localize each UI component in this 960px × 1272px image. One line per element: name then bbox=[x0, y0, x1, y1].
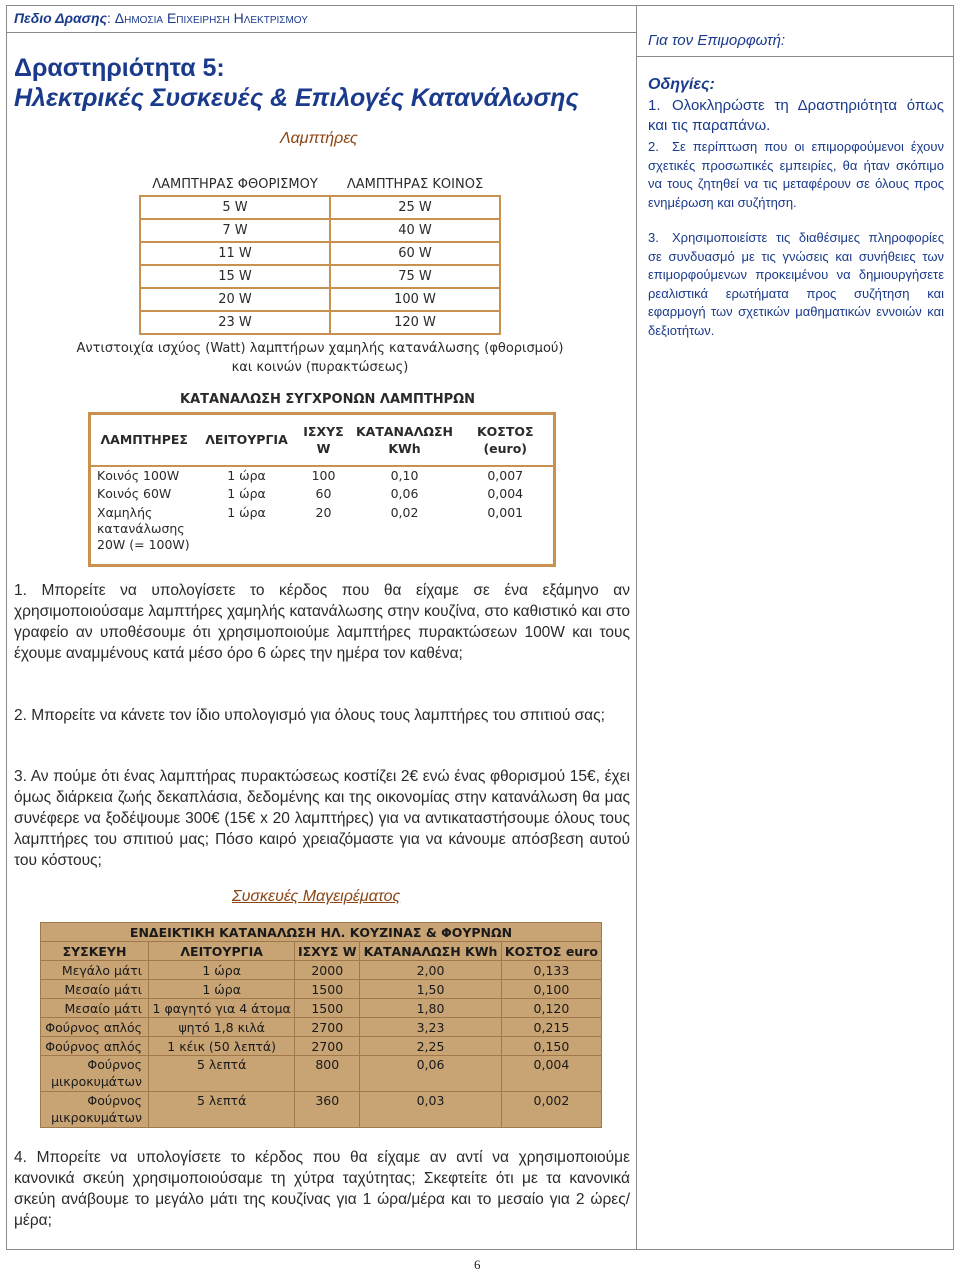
table-cell: 0,120 bbox=[501, 999, 601, 1018]
table-cell: 7 W bbox=[140, 219, 330, 242]
table-header-row bbox=[41, 942, 602, 961]
table-cell: 0,100 bbox=[501, 980, 601, 999]
question-1: 1. Μπορείτε να υπολογίσετε το κέρδος που θα είχαμε σε ένα εξάμηνο αν χρησιμοποιούσαμε λαμπτήρες χαμηλής κατανάλωσης στην κουζίνα, στο καθιστικό και στο γραφείο αν υποθέσουμε ότι χρησιμοποιούμε λαμπτήρες πυρακτώσεων 100W και τους έχουμε αναμμένους κατά μέσο όρο 6 ώρες την ημέρα τον καθένα; bbox=[14, 582, 630, 662]
column-header: ΛΕΙΤΟΥΡΓΙΑ bbox=[198, 414, 296, 466]
table-cell: 100 bbox=[311, 467, 336, 483]
cell-line: 20W (= 100W) bbox=[97, 536, 190, 552]
table-cell: Κοινός 60W bbox=[97, 485, 172, 501]
table-row bbox=[41, 980, 602, 999]
lamp-equivalence-table bbox=[139, 173, 501, 335]
table-cell: Κοινός 100W bbox=[97, 467, 180, 483]
table-cell: 0,007 bbox=[487, 467, 524, 483]
caption-line: Αντιστοιχία ισχύος (Watt) λαμπτήρων χαμηλής κατανάλωσης (φθορισμού) bbox=[76, 341, 564, 356]
table-title: ΕΝΔΕΙΚΤΙΚΗ ΚΑΤΑΝΑΛΩΣΗ ΗΛ. ΚΟΥΖΙΝΑΣ & ΦΟΥΡΝΩΝ bbox=[41, 923, 602, 942]
column-header: ΙΣΧΥΣ W bbox=[295, 942, 360, 961]
field-label: Πεδιο Δρασης bbox=[14, 10, 107, 26]
table-cell: 5 W bbox=[140, 196, 330, 219]
kitchen-heading: Συσκευές Μαγειρέματος bbox=[232, 888, 401, 905]
table-cell: 2700 bbox=[295, 1018, 360, 1037]
table-cell: Μεγάλο μάτι bbox=[41, 961, 149, 980]
table-cell: 0,001 bbox=[487, 504, 524, 520]
table-row bbox=[41, 1018, 602, 1037]
table-cell: 3,23 bbox=[360, 1018, 502, 1037]
question-2: 2. Μπορείτε να κάνετε τον ίδιο υπολογισμό για όλους τους λαμπτήρες του σπιτιού σας; bbox=[14, 707, 605, 724]
activity-title: Δραστηριότητα 5: bbox=[14, 54, 225, 82]
table-row bbox=[90, 466, 555, 485]
column-header: ΛΑΜΠΤΗΡΑΣ ΦΘΟΡΙΣΜΟΥ bbox=[152, 176, 318, 192]
table-cell: 60 bbox=[315, 485, 332, 501]
header-divider bbox=[6, 32, 637, 33]
column-header: ΛΑΜΠΤΗΡΕΣ bbox=[90, 414, 198, 466]
table-row bbox=[90, 485, 555, 504]
instruction-item bbox=[648, 138, 944, 212]
column-header bbox=[458, 414, 555, 466]
table-cell: 0,004 bbox=[501, 1056, 601, 1092]
instructions-label: Οδηγίες: bbox=[648, 76, 715, 93]
instruction-item bbox=[648, 229, 944, 340]
column-header: ΛΕΙΤΟΥΡΓΙΑ bbox=[149, 942, 295, 961]
column-divider bbox=[636, 5, 637, 1250]
header-line: KWh bbox=[388, 440, 421, 456]
table-cell: 1,50 bbox=[360, 980, 502, 999]
table-cell: 2,25 bbox=[360, 1037, 502, 1056]
table-row bbox=[140, 196, 500, 219]
table-cell: 5 λεπτά bbox=[149, 1056, 295, 1092]
table-cell: 1 ώρα bbox=[149, 980, 295, 999]
table-cell: 20 bbox=[315, 504, 332, 520]
item-number: 1. bbox=[648, 97, 661, 114]
table-cell: 0,10 bbox=[390, 467, 419, 483]
page-number: 6 bbox=[474, 1257, 481, 1272]
table-cell: 20 W bbox=[140, 288, 330, 311]
table-cell: 0,002 bbox=[501, 1092, 601, 1128]
cell-line: μικροκυμάτων bbox=[51, 1110, 142, 1125]
header-line: W bbox=[316, 440, 331, 456]
header-line: ΙΣΧΥΣ bbox=[303, 423, 344, 439]
table-title-row bbox=[41, 923, 602, 942]
table-row bbox=[41, 999, 602, 1018]
column-header: ΚΑΤΑΝΑΛΩΣΗ KWh bbox=[360, 942, 502, 961]
table-cell: 0,03 bbox=[360, 1092, 502, 1128]
table-cell: ψητό 1,8 κιλά bbox=[149, 1018, 295, 1037]
trainer-heading: Για τον Επιμορφωτή: bbox=[648, 32, 786, 49]
column-header: ΛΑΜΠΤΗΡΑΣ ΚΟΙΝΟΣ bbox=[346, 176, 484, 192]
question-4: 4. Μπορείτε να υπολογίσετε το κέρδος που θα είχαμε αν αντί να χρησιμοποιούμε κανονικά σκεύη χρησιμοποιούσαμε τη χύτρα ταχύτητας; Σκεφτείτε ότι με τα κανονικά σκεύη ανάβουμε το μεγάλο μάτι της κουζίνας για 1 ώρα/μέρα και το μεσαίο για 2 ώρες/μέρα; bbox=[14, 1149, 630, 1229]
table-row bbox=[140, 288, 500, 311]
cell-line: κατανάλωσης bbox=[97, 520, 185, 536]
header-colon: : bbox=[106, 10, 115, 26]
table-cell: 2000 bbox=[295, 961, 360, 980]
column-header: ΣΥΣΚΕΥΗ bbox=[41, 942, 149, 961]
activity-subtitle: Ηλεκτρικές Συσκευές & Επιλογές Κατανάλωσης bbox=[14, 84, 579, 112]
table-cell: 1,80 bbox=[360, 999, 502, 1018]
kitchen-consumption-table bbox=[40, 922, 602, 1128]
column-header bbox=[296, 414, 352, 466]
table-cell: 0,06 bbox=[390, 485, 419, 501]
table-cell: 0,133 bbox=[501, 961, 601, 980]
lamps-heading: Λαμπτήρες bbox=[280, 130, 358, 147]
table-cell: 1 φαγητό για 4 άτομα bbox=[149, 999, 295, 1018]
item-text: Σε περίπτωση που οι επιμορφούμενοι έχουν σχετικές προσωπικές εμπειρίες, θα ήταν σκόπιμο να τους ζητηθεί να τις μεταφέρουν σε όλους προς ενημέρωση και συζήτηση. bbox=[648, 139, 944, 210]
trainer-divider bbox=[637, 56, 954, 57]
table-cell: 100 W bbox=[330, 288, 500, 311]
table-cell: 0,02 bbox=[390, 504, 419, 520]
page-header bbox=[14, 10, 308, 26]
table-cell: 0,215 bbox=[501, 1018, 601, 1037]
table-cell: Φούρνος απλός bbox=[41, 1037, 149, 1056]
table-cell: Μεσαίο μάτι bbox=[41, 999, 149, 1018]
cell-line: Φούρνος bbox=[87, 1093, 142, 1108]
table-cell: Φούρνος απλός bbox=[41, 1018, 149, 1037]
table-cell: 60 W bbox=[330, 242, 500, 265]
table-cell: 1 ώρα bbox=[227, 467, 266, 483]
table-row bbox=[41, 1037, 602, 1056]
item-number: 3. bbox=[648, 230, 659, 245]
table-row bbox=[41, 961, 602, 980]
modern-lamps-table bbox=[88, 412, 556, 567]
table-cell: 1500 bbox=[295, 999, 360, 1018]
table-cell bbox=[41, 1092, 149, 1128]
table-cell: 1500 bbox=[295, 980, 360, 999]
table-cell: 2,00 bbox=[360, 961, 502, 980]
table-cell: 15 W bbox=[140, 265, 330, 288]
column-header bbox=[352, 414, 458, 466]
table-cell: 1 ώρα bbox=[227, 485, 266, 501]
table-row bbox=[140, 242, 500, 265]
table-cell: 360 bbox=[295, 1092, 360, 1128]
table-cell: 25 W bbox=[330, 196, 500, 219]
table-cell: 11 W bbox=[140, 242, 330, 265]
table-cell: Μεσαίο μάτι bbox=[41, 980, 149, 999]
question-3: 3. Αν πούμε ότι ένας λαμπτήρας πυρακτώσεως κοστίζει 2€ ενώ ένας φθορισμού 15€, έχει όμως διάρκεια ζωής δεκαπλάσια, δεδομένης και της οικονομίας στην κατανάλωση θα μας συνέφερε να ξοδέψουμε 300€ (15€ x 20 λαμπτήρες) για να αντικαταστήσουμε όλους τους λαμπτήρες του σπιτιού μας; Πόσο καιρό χρειαζόμαστε για να κάνουμε απόσβεση αυτού του κόστους; bbox=[14, 768, 630, 869]
table-cell bbox=[90, 504, 198, 566]
instruction-item bbox=[648, 96, 944, 136]
item-text: Ολοκληρώστε τη Δραστηριότητα όπως και τις παραπάνω. bbox=[648, 97, 944, 134]
table-cell: 0,06 bbox=[360, 1056, 502, 1092]
field-value: Δημοσια Επιχειρηση Ηλεκτρισμου bbox=[114, 10, 308, 26]
table-cell: 120 W bbox=[330, 311, 500, 334]
cell-line: μικροκυμάτων bbox=[51, 1074, 142, 1089]
table-row bbox=[140, 265, 500, 288]
table-cell: 1 ώρα bbox=[227, 504, 266, 520]
table-cell: 75 W bbox=[330, 265, 500, 288]
item-text: Χρησιμοποιείστε τις διαθέσιμες πληροφορίες σε συνδυασμό με τις γνώσεις και συνήθειες των επιμορφούμενων προκειμένου να δημιουργήσετε ρεαλιστικά ερωτήματα προς συζήτηση και εφαρμογή των σχετικών μαθηματικών εννοιών και δεξιοτήτων. bbox=[648, 230, 944, 338]
header-line: (euro) bbox=[483, 440, 528, 456]
cell-line: Χαμηλής bbox=[97, 504, 153, 520]
modern-lamps-title: ΚΑΤΑΝΑΛΩΣΗ ΣΥΓΧΡΟΝΩΝ ΛΑΜΠΤΗΡΩΝ bbox=[180, 392, 476, 407]
table-cell: 5 λεπτά bbox=[149, 1092, 295, 1128]
table-cell: 0,150 bbox=[501, 1037, 601, 1056]
table-cell: 40 W bbox=[330, 219, 500, 242]
table-row bbox=[41, 1092, 602, 1128]
table-cell: 0,004 bbox=[487, 485, 524, 501]
table-header-row bbox=[90, 414, 555, 466]
header-line: ΚΑΤΑΝΑΛΩΣΗ bbox=[356, 423, 453, 439]
table-row bbox=[140, 219, 500, 242]
lamp-table-caption bbox=[70, 339, 570, 377]
item-number: 2. bbox=[648, 139, 659, 154]
table-cell: 1 ώρα bbox=[149, 961, 295, 980]
table-row bbox=[140, 311, 500, 334]
table-cell: 2700 bbox=[295, 1037, 360, 1056]
table-cell: 1 κέικ (50 λεπτά) bbox=[149, 1037, 295, 1056]
table-cell: 23 W bbox=[140, 311, 330, 334]
caption-line: και κοινών (πυρακτώσεως) bbox=[231, 360, 409, 375]
table-row bbox=[41, 1056, 602, 1092]
column-header: ΚΟΣΤΟΣ euro bbox=[501, 942, 601, 961]
table-cell: 800 bbox=[295, 1056, 360, 1092]
table-cell bbox=[41, 1056, 149, 1092]
header-line: ΚΟΣΤΟΣ bbox=[476, 423, 534, 439]
table-row bbox=[90, 504, 555, 566]
cell-line: Φούρνος bbox=[87, 1057, 142, 1072]
